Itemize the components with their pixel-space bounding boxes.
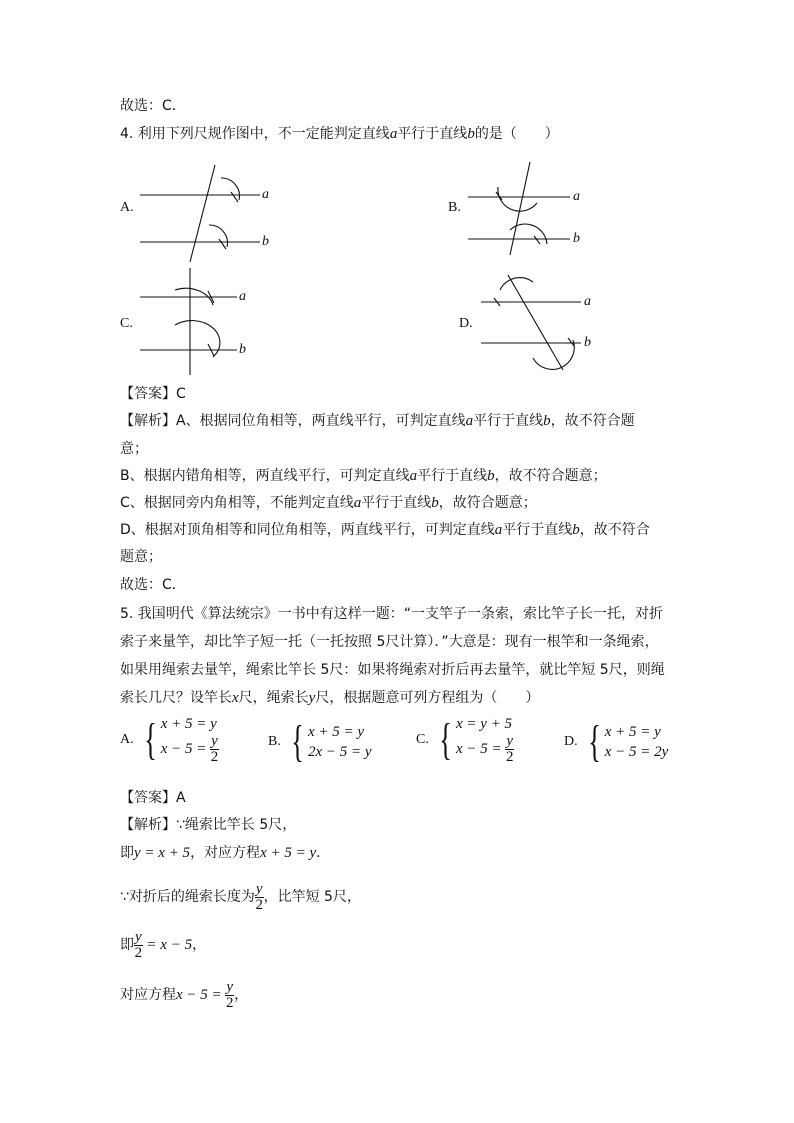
line-a-label: a	[239, 289, 246, 304]
line-a-label: a	[584, 294, 591, 309]
q4-option-c-label: C.	[120, 316, 133, 331]
q4-stem: 4. 利用下列尺规作图中，不一定能判定直线a平行于直线b的是（ ）	[120, 126, 559, 142]
q5-option-d: D. { x + 5 = y x − 5 = 2y	[564, 717, 669, 766]
q4-answer: 【答案】C	[120, 386, 186, 402]
q4-explanation-b: B、根据内错角相等，两直线平行，可判定直线a平行于直线b，故不符合题意；	[120, 468, 607, 484]
q5-stem-line-3: 如果用绳索去量竿，绳索比竿长 5尺：如果将绳索对折后再去量竿，就比竿短 5尺，则绳	[120, 662, 665, 678]
q4-explanation-c: C、根据同旁内角相等，不能判定直线a平行于直线b，故符合题意；	[120, 495, 537, 511]
q5-option-b: B. { x + 5 = y 2x − 5 = y	[268, 717, 372, 766]
q5-answer: 【答案】A	[120, 790, 186, 806]
q5-stem-line-2: 索子来量竿，却比竿子短一托（一托按照 5尺计算）．”大意是：现有一根竿和一条绳索，	[120, 634, 659, 650]
q4-figure-c	[135, 265, 265, 380]
q5-explanation-3: ∵对折后的绳索长度为 $\frac{y}{2}$ ，比竿短 5尺，	[120, 880, 361, 913]
line-a-label: a	[573, 189, 580, 204]
q5-explanation-5: 对应方程x − 5 = $\frac{y}{2}$ ，	[120, 978, 249, 1011]
q5-option-c: C. { x = y + 5 x − 5 = $\frac{y}{2}$	[416, 714, 514, 765]
q5-option-a: A. { x + 5 = y x − 5 = $\frac{y}{2}$	[120, 714, 219, 765]
q4-option-b-label: B.	[448, 200, 461, 215]
line-a-label: a	[262, 187, 269, 202]
line-b-label: b	[584, 335, 591, 350]
q4-explanation-d-cont: 题意；	[120, 549, 162, 565]
q4-explanation-a-cont: 意；	[120, 441, 148, 457]
q4-explanation-a: 【解析】A、根据同位角相等，两直线平行，可判定直线a平行于直线b，故不符合题	[120, 413, 635, 429]
q5-explanation-1: 【解析】∵绳索比竿长 5尺，	[120, 817, 297, 833]
q5-explanation-2: 即y = x + 5，对应方程x + 5 = y．	[120, 845, 331, 861]
q4-option-d-label: D.	[459, 316, 473, 331]
line-b-label: b	[262, 234, 269, 249]
q4-figure-b	[465, 160, 595, 260]
q5-explanation-4: 即 $\frac{y}{2}$ = x − 5，	[120, 928, 207, 961]
q4-conclusion: 故选：C．	[120, 577, 186, 593]
q5-stem-line-1: 5. 我国明代《算法统宗》一书中有这样一题：“一支竿子一条索，索比竿子长一托，对折	[120, 606, 664, 622]
line-b-label: b	[573, 231, 580, 246]
q3-conclusion: 故选：C．	[120, 98, 186, 114]
line-b-label: b	[239, 342, 246, 357]
q4-figure-a	[135, 160, 285, 270]
q4-option-a-label: A.	[120, 200, 134, 215]
q5-stem-line-4: 索长几尺？设竿长x尺，绳索长y尺，根据题意可列方程组为（ ）	[120, 690, 540, 706]
q4-figure-d	[478, 270, 608, 375]
q4-explanation-d: D、根据对顶角相等和同位角相等，两直线平行，可判定直线a平行于直线b，故不符合	[120, 522, 650, 538]
